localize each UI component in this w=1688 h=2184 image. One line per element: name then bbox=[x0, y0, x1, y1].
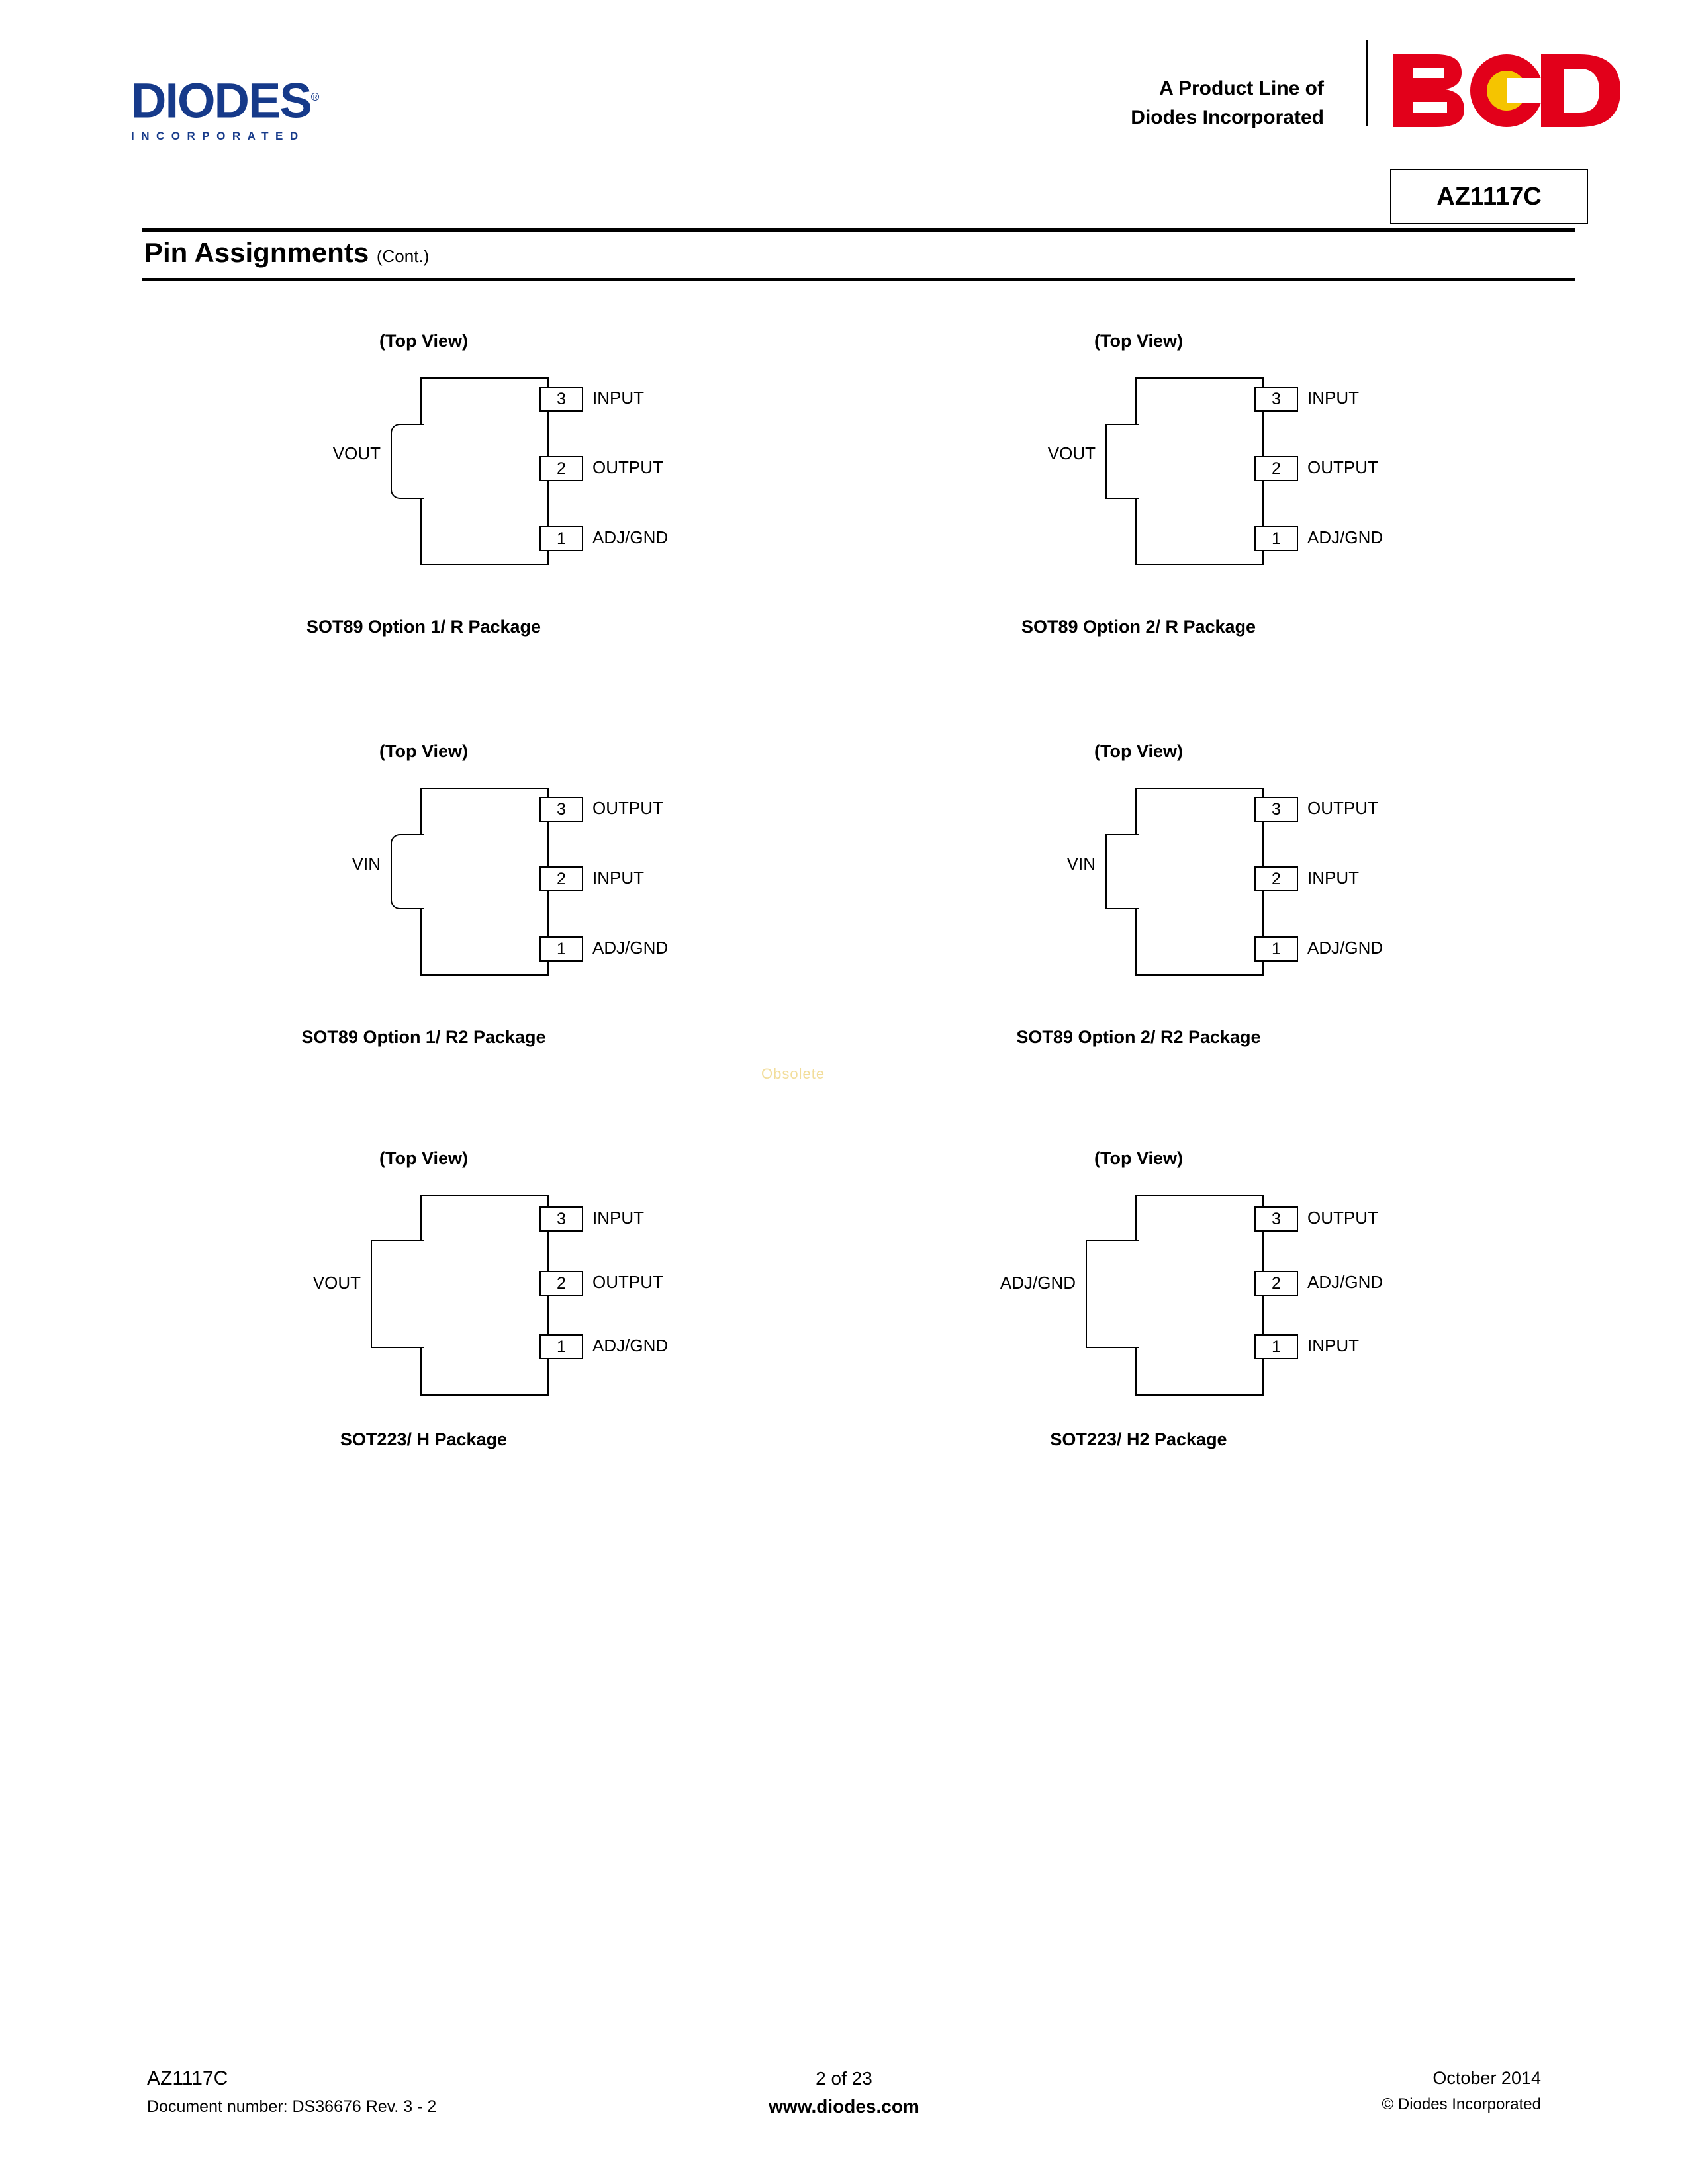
package-body bbox=[420, 788, 549, 976]
top-view-label: (Top View) bbox=[379, 331, 468, 351]
pin-1-label: ADJ/GND bbox=[592, 938, 669, 958]
pin-1-label: ADJ/GND bbox=[1307, 527, 1383, 547]
package-diagram-sot89-option2-r2 bbox=[841, 721, 1436, 1066]
tab-seam bbox=[420, 425, 423, 495]
package-diagram-sot89-option1-r bbox=[126, 311, 722, 655]
top-view-label: (Top View) bbox=[1094, 331, 1183, 351]
pin-2-label: OUTPUT bbox=[592, 457, 663, 477]
top-view-label: (Top View) bbox=[379, 741, 468, 761]
product-line-note bbox=[914, 74, 1324, 132]
side-pin-label: VIN bbox=[352, 854, 381, 874]
package-body bbox=[420, 377, 549, 565]
package-body bbox=[1135, 377, 1264, 565]
pin-2-label: OUTPUT bbox=[592, 1272, 663, 1292]
product-line-2: Diodes Incorporated bbox=[1131, 107, 1324, 128]
page-header bbox=[0, 0, 1688, 225]
section-rule bbox=[142, 278, 1575, 281]
package-tab bbox=[1105, 834, 1139, 909]
pin-2-label: INPUT bbox=[1307, 868, 1359, 887]
package-name-label: SOT89 Option 2/ R2 Package bbox=[1016, 1027, 1261, 1047]
package-name-label: SOT89 Option 2/ R Package bbox=[1021, 617, 1256, 637]
footer-date: October 2014 bbox=[1432, 2068, 1541, 2088]
package-tab bbox=[1105, 424, 1139, 499]
pin-1-box: 1 bbox=[539, 526, 583, 551]
side-pin-label: VIN bbox=[1066, 854, 1096, 874]
footer-part-number: AZ1117C bbox=[147, 2068, 228, 2089]
pin-1-label: INPUT bbox=[1307, 1336, 1359, 1355]
bcd-brand-logo bbox=[1390, 52, 1622, 130]
pin-2-label: OUTPUT bbox=[1307, 457, 1378, 477]
top-view-label: (Top View) bbox=[1094, 741, 1183, 761]
pin-2-label: INPUT bbox=[592, 868, 644, 887]
package-diagram-sot89-option2-r bbox=[841, 311, 1436, 655]
diodes-logo-wordmark bbox=[131, 73, 436, 126]
pin-2-box: 2 bbox=[1254, 1271, 1298, 1296]
top-view-label: (Top View) bbox=[1094, 1148, 1183, 1168]
pin-1-label: ADJ/GND bbox=[592, 527, 669, 547]
pin-2-box: 2 bbox=[1254, 866, 1298, 891]
tab-seam bbox=[1135, 1241, 1138, 1344]
top-view-label: (Top View) bbox=[379, 1148, 468, 1168]
tab-seam bbox=[1135, 425, 1138, 495]
tab-seam bbox=[420, 1241, 423, 1344]
bcd-logo-graphic bbox=[1390, 52, 1622, 130]
side-pin-label: ADJ/GND bbox=[1000, 1273, 1076, 1293]
page-title bbox=[144, 237, 429, 269]
package-diagram-sot89-option1-r2 bbox=[126, 721, 722, 1066]
footer-page-number: 2 of 23 bbox=[816, 2068, 872, 2089]
package-diagram-sot223-h bbox=[126, 1128, 722, 1486]
header-rule bbox=[142, 228, 1575, 232]
pin-1-box: 1 bbox=[1254, 936, 1298, 962]
pin-2-box: 2 bbox=[539, 456, 583, 481]
package-tab bbox=[1086, 1240, 1139, 1348]
package-body bbox=[1135, 788, 1264, 976]
pin-1-label: ADJ/GND bbox=[592, 1336, 669, 1355]
package-tab bbox=[371, 1240, 424, 1348]
part-number-label: AZ1117C bbox=[1436, 182, 1542, 210]
pin-1-label: ADJ/GND bbox=[1307, 938, 1383, 958]
package-body bbox=[420, 1195, 549, 1396]
obsolete-watermark: Obsolete bbox=[761, 1066, 825, 1082]
pin-3-box: 3 bbox=[539, 387, 583, 412]
pin-2-label: ADJ/GND bbox=[1307, 1272, 1383, 1292]
footer-right bbox=[1382, 2065, 1541, 2118]
pin-3-label: OUTPUT bbox=[592, 798, 663, 818]
package-diagram-sot223-h2 bbox=[841, 1128, 1436, 1486]
pin-3-label: INPUT bbox=[1307, 388, 1359, 408]
product-line-1: A Product Line of bbox=[1159, 77, 1324, 99]
part-number-box bbox=[1390, 169, 1588, 224]
pin-3-box: 3 bbox=[539, 1206, 583, 1232]
pin-1-box: 1 bbox=[1254, 526, 1298, 551]
diodes-logo bbox=[131, 73, 436, 143]
pin-1-box: 1 bbox=[1254, 1334, 1298, 1359]
diodes-logo-subtext: INCORPORATED bbox=[131, 129, 305, 142]
footer-website-link[interactable]: www.diodes.com bbox=[769, 2096, 919, 2116]
pin-3-label: OUTPUT bbox=[1307, 798, 1378, 818]
registered-trademark-icon: ® bbox=[310, 91, 318, 103]
pin-3-label: INPUT bbox=[592, 1208, 644, 1228]
pin-3-box: 3 bbox=[539, 797, 583, 822]
package-name-label: SOT89 Option 1/ R2 Package bbox=[301, 1027, 546, 1047]
tab-seam bbox=[1135, 835, 1138, 905]
pin-3-label: OUTPUT bbox=[1307, 1208, 1378, 1228]
package-name-label: SOT223/ H2 Package bbox=[1050, 1430, 1227, 1449]
pin-1-box: 1 bbox=[539, 1334, 583, 1359]
section-title-text: Pin Assignments bbox=[144, 237, 369, 268]
tab-seam bbox=[420, 835, 423, 905]
header-divider bbox=[1366, 40, 1368, 126]
side-pin-label: VOUT bbox=[312, 1273, 361, 1293]
package-name-label: SOT223/ H Package bbox=[340, 1430, 508, 1449]
pin-3-box: 3 bbox=[1254, 387, 1298, 412]
footer-copyright: © Diodes Incorporated bbox=[1382, 2095, 1541, 2113]
package-tab bbox=[391, 424, 424, 499]
pin-2-box: 2 bbox=[539, 1271, 583, 1296]
pin-2-box: 2 bbox=[1254, 456, 1298, 481]
pin-2-box: 2 bbox=[539, 866, 583, 891]
pin-3-box: 3 bbox=[1254, 1206, 1298, 1232]
footer-document-number: Document number: DS36676 Rev. 3 - 2 bbox=[147, 2097, 437, 2116]
pin-3-box: 3 bbox=[1254, 797, 1298, 822]
pin-1-box: 1 bbox=[539, 936, 583, 962]
diodes-logo-text: DIODES bbox=[131, 73, 311, 128]
package-body bbox=[1135, 1195, 1264, 1396]
page-footer bbox=[0, 2065, 1688, 2151]
side-pin-label: VOUT bbox=[1047, 443, 1096, 463]
section-title-cont: (Cont.) bbox=[376, 246, 430, 266]
package-name-label: SOT89 Option 1/ R Package bbox=[306, 617, 541, 637]
pin-3-label: INPUT bbox=[592, 388, 644, 408]
package-tab bbox=[391, 834, 424, 909]
side-pin-label: VOUT bbox=[332, 443, 381, 463]
